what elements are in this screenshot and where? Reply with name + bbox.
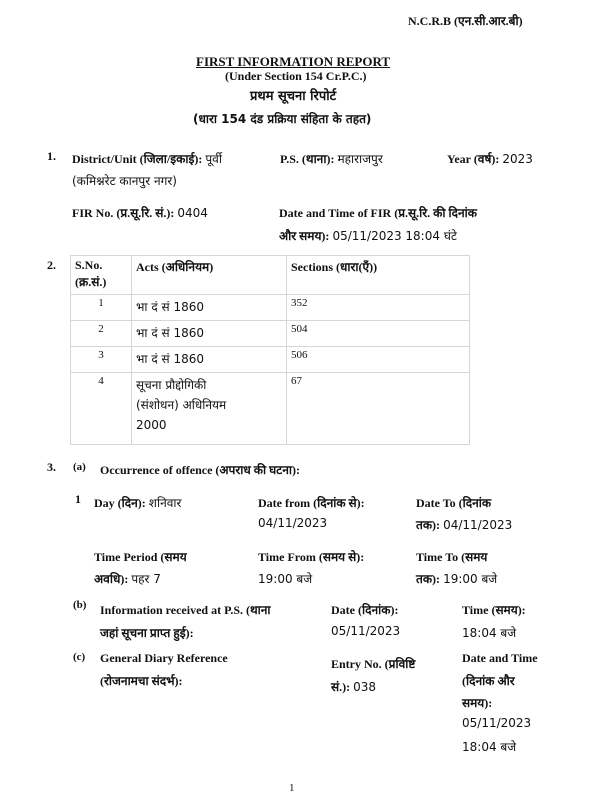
- general-diary-title-2: (रोजनामचा संदर्भ):: [100, 674, 183, 688]
- fir-number-value: 0404: [177, 206, 208, 220]
- subsection-b-label: (b): [73, 599, 87, 611]
- section-3-number: 3.: [47, 460, 56, 474]
- section-cell: 67: [287, 373, 470, 445]
- acts-header: Acts (अधिनियम): [132, 256, 287, 295]
- time-period-value: पहर 7: [131, 572, 161, 586]
- sections-header: Sections (धारा(एँ)): [287, 256, 470, 295]
- sno-cell: 4: [71, 373, 132, 445]
- date-to-value: 04/11/2023: [443, 518, 513, 532]
- district-label: District/Unit (जिला/इकाई):: [72, 152, 203, 166]
- entry-number-label-2: सं.):: [331, 680, 351, 694]
- info-time-value: 18:04 बजे: [462, 626, 517, 640]
- time-to-field: [416, 570, 497, 587]
- subsection-c-label: (c): [73, 651, 86, 663]
- time-from-value: 19:00 बजे: [258, 572, 313, 586]
- info-time-label: Time (समय):: [462, 603, 526, 617]
- section-cell: 352: [287, 295, 470, 321]
- police-station-label: P.S. (थाना):: [280, 152, 335, 166]
- fir-number-field: [72, 204, 208, 221]
- entry-number-field: [331, 678, 376, 695]
- report-subtitle: (Under Section 154 Cr.P.C.): [225, 69, 367, 83]
- sno-header: S.No. (क्र.सं.): [71, 256, 132, 295]
- info-received-title-2: जहां सूचना प्राप्त हुई):: [100, 626, 194, 640]
- section-cell: 504: [287, 321, 470, 347]
- date-to-label: Date To (दिनांक: [416, 496, 492, 510]
- year-label: Year (वर्ष):: [447, 152, 500, 166]
- time-to-label-2: तक):: [416, 572, 441, 586]
- table-row: [71, 321, 470, 347]
- section-2-number: 2.: [47, 258, 56, 272]
- occurrence-title: Occurrence of offence (अपराध की घटना):: [100, 463, 300, 477]
- table-row: [71, 347, 470, 373]
- day-label: Day (दिन):: [94, 496, 146, 510]
- occurrence-item-number: 1: [75, 492, 81, 506]
- sno-cell: 3: [71, 347, 132, 373]
- fir-datetime-label-2: और समय):: [279, 229, 330, 243]
- act-cell: भा दं सं 1860: [132, 321, 287, 347]
- report-title-hindi: प्रथम सूचना रिपोर्ट: [250, 89, 337, 104]
- time-period-field: [94, 570, 161, 587]
- fir-datetime-value: 05/11/2023 18:04 घंटे: [332, 229, 457, 243]
- diary-datetime-label: Date and Time: [462, 651, 538, 665]
- time-period-label-2: अवधि):: [94, 572, 129, 586]
- table-row: [71, 373, 470, 445]
- sno-cell: 1: [71, 295, 132, 321]
- entry-number-value: 038: [353, 680, 377, 694]
- diary-datetime-label-2: (दिनांक और: [462, 674, 515, 688]
- report-subtitle-hindi: (धारा 154 दंड प्रक्रिया संहिता के तहत): [193, 112, 372, 126]
- ncrb-label: N.C.R.B (एन.सी.आर.बी): [408, 14, 523, 28]
- date-to-field: [416, 516, 512, 533]
- act-cell: भा दं सं 1860: [132, 295, 287, 321]
- time-to-label: Time To (समय: [416, 550, 488, 564]
- date-from-label: Date from (दिनांक से):: [258, 496, 365, 510]
- entry-number-label: Entry No. (प्रविष्टि: [331, 657, 416, 671]
- act-cell: सूचना प्रौद्दोगिकी (संशोधन) अधिनियम 2000: [132, 373, 287, 445]
- subsection-a-label: (a): [73, 461, 86, 473]
- year-field: [447, 150, 533, 167]
- general-diary-title: General Diary Reference: [100, 651, 228, 665]
- acts-sections-table: [70, 255, 470, 445]
- section-cell: 506: [287, 347, 470, 373]
- time-to-value: 19:00 बजे: [443, 572, 498, 586]
- report-title: FIRST INFORMATION REPORT: [196, 54, 391, 69]
- time-period-label: Time Period (समय: [94, 550, 187, 564]
- diary-date-value: 05/11/2023: [462, 716, 532, 730]
- diary-datetime-label-3: समय):: [462, 696, 493, 710]
- info-received-title: Information received at P.S. (थाना: [100, 603, 271, 617]
- fir-datetime-label: Date and Time of FIR (प्र.सू.रि. की दिनांक: [279, 206, 477, 220]
- fir-number-label: FIR No. (प्र.सू.रि. सं.):: [72, 206, 175, 220]
- district-value: पूर्वी: [205, 152, 222, 166]
- diary-time-value: 18:04 बजे: [462, 740, 517, 754]
- police-station-field: [280, 150, 383, 167]
- section-1-number: 1.: [47, 149, 56, 163]
- table-row: [71, 295, 470, 321]
- info-date-value: 05/11/2023: [331, 624, 401, 638]
- act-cell: भा दं सं 1860: [132, 347, 287, 373]
- day-field: [94, 494, 181, 511]
- date-to-label-2: तक):: [416, 518, 441, 532]
- table-header-row: [71, 256, 470, 295]
- police-station-value: महाराजपुर: [337, 152, 383, 166]
- district-field: [72, 150, 222, 167]
- district-value-line2: (कमिश्नरेट कानपुर नगर): [72, 174, 177, 188]
- info-date-label: Date (दिनांक):: [331, 603, 399, 617]
- page-number: 1: [289, 782, 295, 794]
- fir-datetime-field: [279, 227, 457, 244]
- time-from-label: Time From (समय से):: [258, 550, 365, 564]
- day-value: शनिवार: [148, 496, 182, 510]
- date-from-value: 04/11/2023: [258, 516, 328, 530]
- year-value: 2023: [502, 152, 533, 166]
- sno-cell: 2: [71, 321, 132, 347]
